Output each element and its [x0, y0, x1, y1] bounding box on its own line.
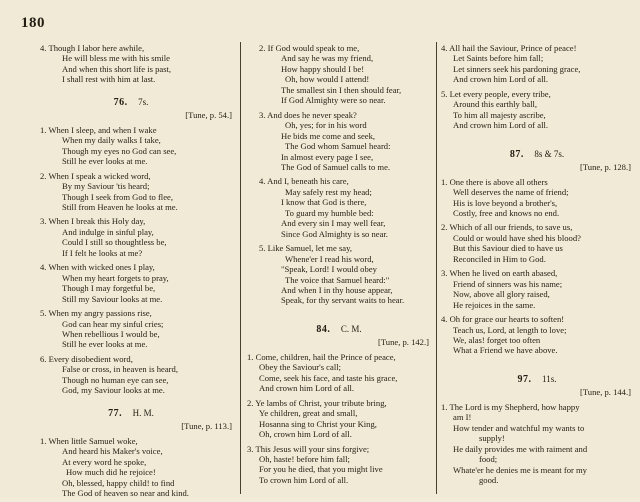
verse-line: Well deserves the name of friend; — [453, 187, 569, 198]
verse-line: Though I may forgetful be, — [62, 283, 156, 294]
verse-line: 5. Like Samuel, let me say, — [259, 243, 352, 254]
verse-line: How tender and watchful my wants to — [453, 422, 585, 433]
verse-line: And indulge in sinful play, — [62, 226, 154, 237]
stanza — [28, 436, 234, 499]
verse-line: The God of Samuel calls to me. — [281, 161, 391, 172]
stanza — [28, 308, 234, 350]
hymn-heading — [441, 373, 633, 386]
verse-line: 6. Every disobedient word, — [40, 353, 133, 364]
stanza — [441, 177, 633, 219]
verse-line: Though no human eye can see, — [62, 374, 169, 385]
verse-line: 2. If God would speak to me, — [259, 43, 360, 53]
verse-line: And say he was my friend, — [281, 53, 374, 64]
stanza — [247, 110, 431, 173]
verse-line: What a Friend we have above. — [453, 345, 558, 356]
verse-line: God, my Saviour looks at me. — [62, 385, 165, 396]
verse-line: 1. The Lord is my Shepherd, how happy — [441, 401, 580, 412]
verse-line: 1. When I sleep, and when I wake — [40, 124, 157, 135]
verse-line: good. — [479, 475, 499, 486]
verse-line: God can hear my sinful cries; — [62, 318, 164, 329]
stanza — [247, 352, 431, 394]
verse-line: And when this short life is past, — [62, 63, 172, 74]
verse-line: And when I in thy house appear, — [281, 284, 393, 295]
verse-line: Teach us, Lord, at length to love; — [453, 324, 567, 335]
verse-line: Oh, yes; for in his word — [285, 120, 367, 131]
hymn-number: 87. — [509, 148, 524, 160]
verse-line: 2. When I speak a wicked word, — [40, 170, 151, 181]
stanza — [247, 398, 431, 440]
section-spacer — [247, 310, 431, 316]
tune-reference: [Tune, p. 128.] — [579, 161, 631, 172]
verse-line: "Speak, Lord! I would obey — [281, 264, 377, 275]
verse-line: To crown him Lord of all. — [259, 474, 349, 485]
verse-line: By my Saviour 'tis heard; — [62, 181, 150, 192]
stanza-gap — [28, 498, 234, 502]
column-left — [28, 43, 234, 502]
verse-line: Speak, for thy servant waits to hear. — [281, 295, 405, 306]
column-right — [441, 43, 633, 490]
verse-line: 1. One there is above all others — [441, 176, 548, 187]
column-middle — [247, 43, 431, 489]
verse-line: When my heart forgets to pray, — [62, 272, 169, 283]
column-rule — [436, 42, 437, 494]
stanza — [441, 222, 633, 264]
stanza — [28, 216, 234, 258]
verse-line: Though my eyes no God can see, — [62, 145, 177, 156]
stanza — [28, 262, 234, 304]
verse-line: When rebellious I would be, — [62, 328, 160, 339]
verse-line: In almost every page I see, — [281, 151, 374, 162]
hymn-heading — [28, 407, 234, 420]
stanza — [441, 402, 633, 486]
verse-line: 2. Ye lambs of Christ, your tribute bring, — [247, 397, 387, 408]
verse-line: Whate'er he denies me is meant for my — [453, 464, 587, 475]
verse-line: I shall rest with him at last. — [62, 74, 156, 85]
verse-line: Reconciled in Him to God. — [453, 253, 546, 264]
tune-reference: [Tune, p. 113.] — [181, 420, 232, 431]
verse-line: When my daily walks I take, — [62, 135, 161, 146]
verse-line: How happy should I be! — [281, 63, 365, 74]
hymn-number: 77. — [108, 407, 123, 419]
verse-line: May safely rest my head; — [285, 186, 372, 197]
verse-line: 3. When I break this Holy day, — [40, 216, 146, 227]
stanza — [441, 314, 633, 356]
verse-line: He will bless me with his smile — [62, 53, 170, 64]
tune-reference: [Tune, p. 144.] — [579, 386, 631, 397]
verse-line: 4. When with wicked ones I play, — [40, 262, 155, 273]
verse-line: But this Saviour died to have us — [453, 243, 563, 254]
stanza — [247, 243, 431, 306]
verse-line: If I felt he looks at me? — [62, 247, 143, 258]
verse-line: 2. Which of all our friends, to save us, — [441, 222, 573, 233]
stanza — [441, 43, 633, 85]
verse-line: Whene'er I read his word, — [285, 253, 374, 264]
verse-line: Around this earthly ball, — [453, 99, 538, 110]
verse-line: False or cross, in heaven is heard, — [62, 364, 178, 375]
verse-line: 5. When my angry passions rise, — [40, 308, 152, 319]
verse-line: 3. This Jesus will your sins forgive; — [247, 443, 370, 454]
tune-reference: [Tune, p. 142.] — [377, 336, 429, 347]
stanza-gap — [247, 485, 431, 489]
column-rule — [240, 42, 241, 494]
verse-line: He bids me come and seek, — [281, 130, 376, 141]
verse-line: food; — [479, 454, 498, 465]
section-spacer — [441, 135, 633, 141]
verse-line: Ye children, great and small, — [259, 408, 358, 419]
hymn-number: 76. — [113, 96, 128, 108]
verse-line: To him all majesty ascribe, — [453, 109, 546, 120]
verse-line: 5. Let every people, every tribe, — [441, 88, 551, 99]
verse-line: 1. When little Samuel woke, — [40, 435, 138, 446]
hymn-number: 84. — [316, 323, 331, 335]
section-spacer — [441, 360, 633, 366]
verse-line: 1. Come, children, hail the Prince of peace, — [247, 351, 396, 362]
hymn-heading — [28, 96, 234, 109]
verse-line: I know that God is there, — [281, 197, 367, 208]
verse-line: Though I seek from God to flee, — [62, 191, 173, 202]
verse-line: am I! — [453, 412, 472, 423]
hymn-meter: H. M. — [132, 407, 154, 418]
verse-line: He rejoices in the same. — [453, 299, 536, 310]
stanza-gap — [28, 85, 234, 89]
verse-line: Obey the Saviour's call; — [259, 362, 341, 373]
hymn-heading — [441, 148, 633, 161]
page-number: 180 — [21, 15, 45, 31]
stanza — [28, 43, 234, 85]
verse-line: Costly, free and knows no end. — [453, 207, 560, 218]
hymn-heading — [247, 323, 431, 336]
hymn-meter: 8s & 7s. — [534, 148, 565, 159]
hymn-number: 97. — [517, 373, 532, 385]
stanza — [247, 43, 431, 106]
verse-line: Still my Saviour looks at me. — [62, 293, 163, 304]
verse-line: The voice that Samuel heard:" — [285, 274, 390, 285]
verse-line: We, alas! forget too often — [453, 334, 541, 345]
verse-line: At every word he spoke, — [62, 456, 147, 467]
stanza — [28, 171, 234, 213]
verse-line: 4. All hail the Saviour, Prince of peace! — [441, 43, 577, 53]
verse-line: 3. And does he never speak? — [259, 109, 357, 120]
stanza — [441, 89, 633, 131]
stanza-gap — [28, 396, 234, 400]
verse-line: Oh, blessed, happy child! to find — [62, 477, 175, 488]
verse-line: And heard his Maker's voice, — [62, 446, 163, 457]
hymn-meter: 7s. — [138, 96, 149, 107]
verse-line: The smallest sin I then should fear, — [281, 84, 402, 95]
verse-line: For you he died, that you might live — [259, 464, 383, 475]
verse-line: Still he ever looks at me. — [62, 339, 148, 350]
verse-line: Still he ever looks at me. — [62, 156, 148, 167]
verse-line: Hosanna sing to Christ your King, — [259, 418, 377, 429]
stanza — [28, 125, 234, 167]
verse-line: His is love beyond a brother's, — [453, 197, 558, 208]
verse-line: Let Saints before him fall; — [453, 53, 544, 64]
tune-reference: [Tune, p. 54.] — [185, 109, 232, 120]
stanza-gap — [441, 486, 633, 490]
verse-line: Come, seek his face, and taste his grace, — [259, 372, 398, 383]
verse-line: 4. Oh for grace our hearts to soften! — [441, 314, 565, 325]
verse-line: Now, above all glory raised, — [453, 289, 550, 300]
verse-line: Could I still so thoughtless be, — [62, 237, 167, 248]
verse-line: Oh, crown him Lord of all. — [259, 429, 352, 440]
stanza — [247, 444, 431, 486]
verse-line: 3. When he lived on earth abased, — [441, 268, 558, 279]
hymn-meter: C. M. — [340, 323, 362, 334]
stanza — [28, 354, 234, 396]
verse-line: 4. And I, beneath his care, — [259, 176, 349, 187]
verse-line: How much did he rejoice! — [66, 467, 156, 478]
verse-line: Let sinners seek his pardoning grace, — [453, 63, 581, 74]
stanza — [247, 176, 431, 239]
stanza — [441, 268, 633, 310]
verse-line: The God whom Samuel heard: — [285, 141, 391, 152]
verse-line: 4. Though I labor here awhile, — [40, 43, 145, 53]
verse-line: And every sin I may well fear, — [281, 218, 386, 229]
verse-line: And crown him Lord of all. — [453, 74, 548, 85]
hymn-meter: 11s. — [542, 373, 557, 384]
verse-line: And crown him Lord of all. — [453, 120, 548, 131]
verse-line: Since God Almighty is so near. — [281, 228, 388, 239]
verse-line: To guard my humble bed: — [285, 207, 374, 218]
verse-line: Oh, how would I attend! — [285, 74, 370, 85]
verse-line: supply! — [479, 433, 505, 444]
verse-line: Friend of sinners was his name; — [453, 278, 563, 289]
verse-line: Oh, haste! before him fall; — [259, 453, 350, 464]
verse-line: And crown him Lord of all. — [259, 383, 354, 394]
verse-line: Still from Heaven he looks at me. — [62, 201, 178, 212]
verse-line: If God Almighty were so near. — [281, 95, 386, 106]
verse-line: Could or would have shed his blood? — [453, 232, 581, 243]
verse-line: The God of heaven so near and kind. — [62, 487, 189, 498]
verse-line: He daily provides me with raiment and — [453, 443, 588, 454]
